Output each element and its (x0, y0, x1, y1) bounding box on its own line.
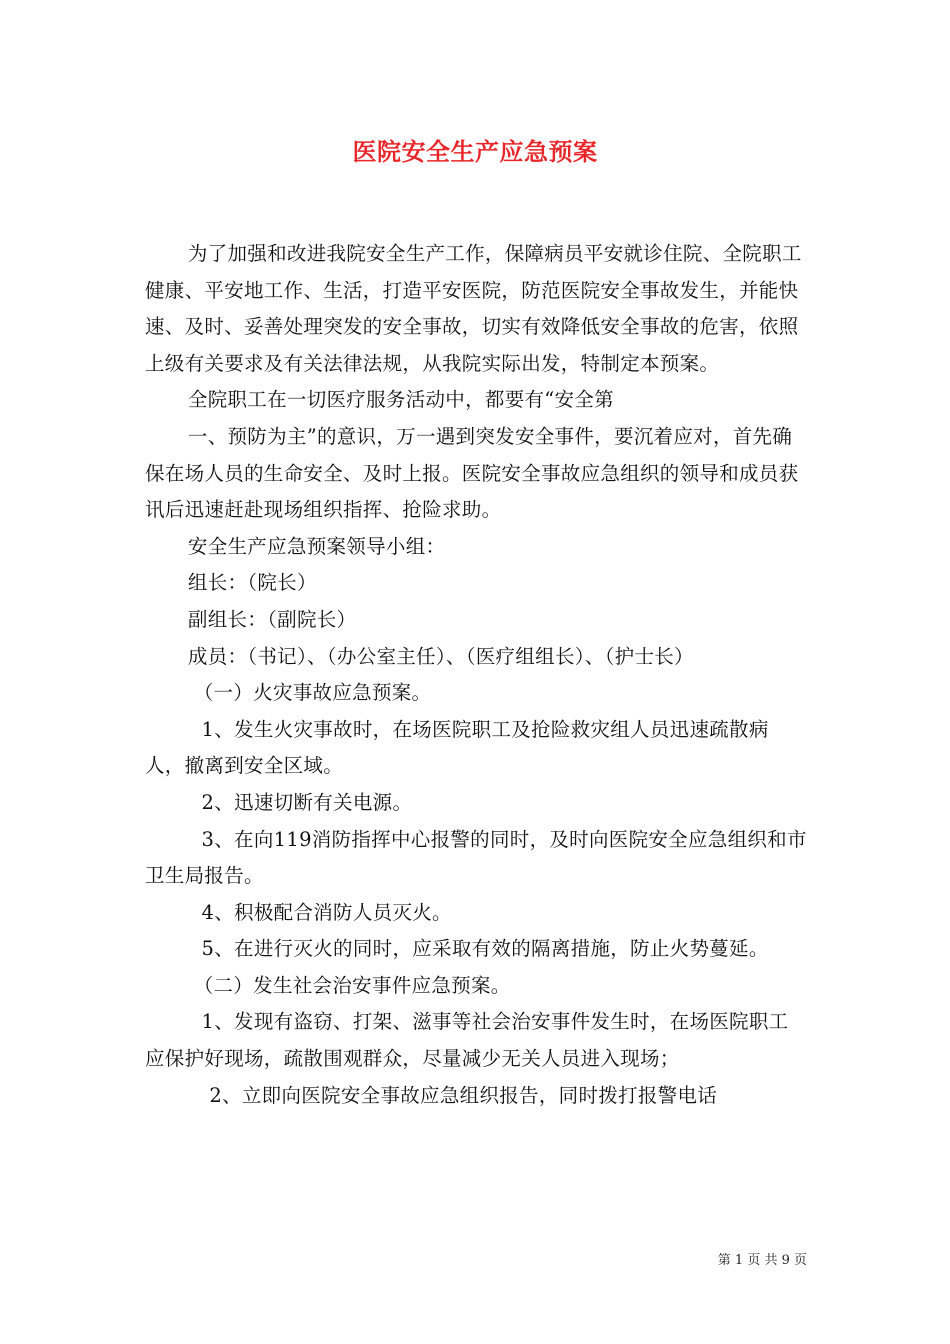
document-body (145, 236, 807, 1114)
fire-item-1: 1、发生火灾事故时，在场医院职工及抢险救灾组人员迅速疏散病人，撤离到安全区域。 (145, 717, 769, 778)
security-item-2: 2、立即向医院安全事故应急组织报告，同时拨打报警电话 (209, 1083, 718, 1107)
paragraph-deputy-leader: 副组长：（副院长） (187, 607, 357, 631)
fire-item-2: 2、迅速切断有关电源。 (201, 790, 413, 814)
security-item-1: 1、发现有盗窃、打架、滋事等社会治安事件发生时，在场医院职工应保护好现场，疏散围观群众，尽量减少无关人员进入现场； (145, 1010, 789, 1071)
paragraph-group-leader: 组长：（院长） (187, 571, 317, 595)
paragraph-members: 成员：（书记）、（办公室主任）、（医疗组组长）、（护士长） (187, 644, 694, 668)
fire-item-4: 4、积极配合消防人员灭火。 (201, 900, 452, 924)
document-title: 医院安全生产应急预案 (352, 137, 598, 166)
paragraph-safety-first: 全院职工在一切医疗服务活动中，都要有“安全第 (187, 388, 614, 412)
page-number: 第 1 页 共 9 页 (717, 1253, 807, 1268)
heading-fire-plan: （一）火灾事故应急预案。 (193, 681, 432, 705)
fire-item-5: 5、在进行灭火的同时，应采取有效的隔离措施，防止火势蔓延。 (201, 937, 769, 961)
paragraph-leadership-group: 安全生产应急预案领导小组： (187, 534, 446, 558)
paragraph-intro: 为了加强和改进我院安全生产工作，保障病员平安就诊住院、全院职工健康、平安地工作、生活，打造平安医院，防范医院安全事故发生，并能快速、及时、妥善处理突发的安全事故，切实有效降低安全事故的危害，依照上级有关要求及有关法律法规，从我院实际出发，特制定本预案。 (145, 242, 802, 375)
paragraph-prevention: 一、预防为主”的意识，万一遇到突发安全事件，要沉着应对，首先确保在场人员的生命安全、及时上报。医院安全事故应急组织的领导和成员获讯后迅速赶赴现场组织指挥、抢险求助。 (145, 424, 799, 522)
heading-security-plan: （二）发生社会治安事件应急预案。 (193, 973, 511, 997)
fire-item-3: 3、在向119消防指挥中心报警的同时，及时向医院安全应急组织和市卫生局报告。 (145, 827, 807, 888)
